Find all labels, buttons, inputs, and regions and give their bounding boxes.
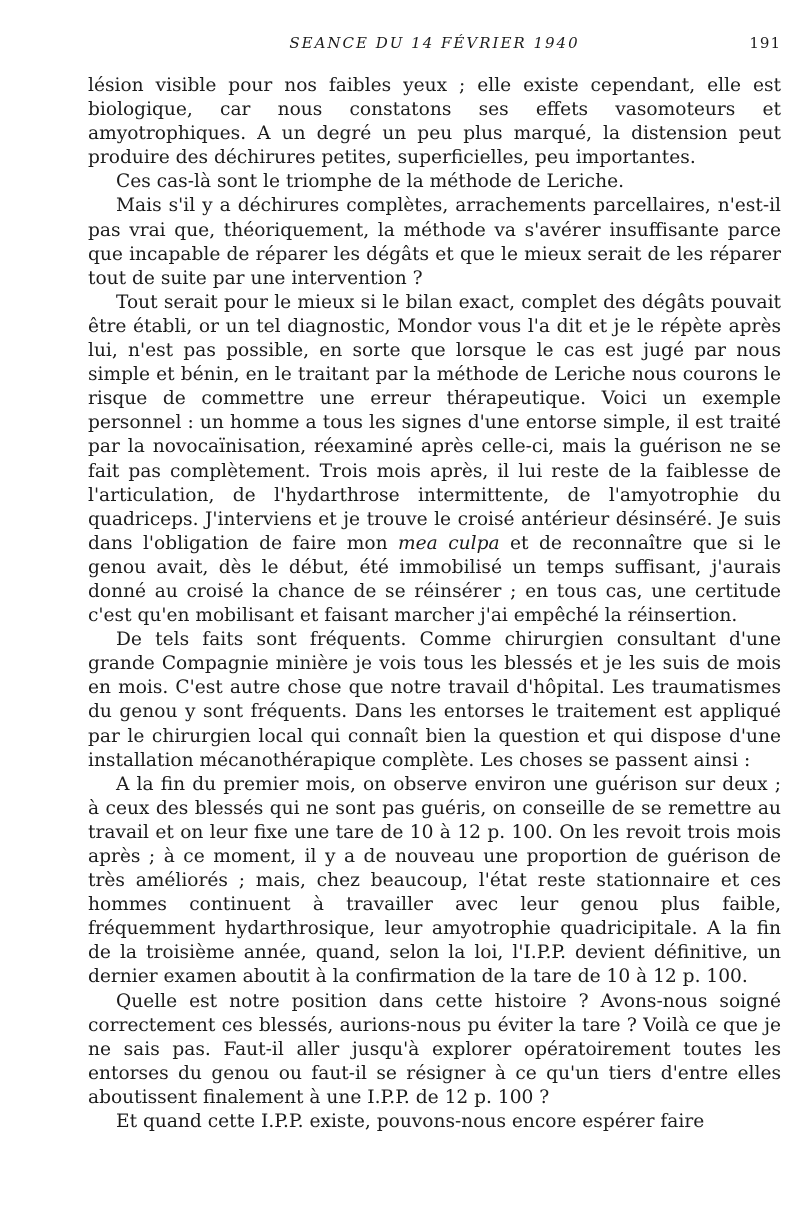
paragraph [88,291,781,628]
paragraph: lésion visible pour nos faibles yeux ; elle existe cependant, elle est biologique, car nous constatons ses effets vasomoteurs et amyotrophiques. A un degré un peu plus marqué, la distension peut produire des déchirures petites, superficielles, peu importantes. [88,75,781,169]
paragraph: Ces cas-là sont le triomphe de la méthode de Leriche. [116,171,624,193]
paragraph: Et quand cette I.P.P. existe, pouvons-nous encore espérer faire [116,1111,705,1133]
paragraph-text: Tout serait pour le mieux si le bilan exact, complet des dégâts pouvait être établi, or un tel diagnostic, Mondor vous l'a dit et je le répète après lui, n'est pas possible, en sorte que lorsque le cas est jugé par nous simple et bénin, en le traitant par la méthode de Leriche nous courons le risque de commettre une erreur thérapeutique. Voici un exemple personnel : un homme a tous les signes d'une entorse simple, il est traité par la novocaïnisation, réexaminé après celle-ci, mais la guérison ne se fait pas complètement. Trois mois après, il lui reste de la faiblesse de l'articulation, de l'hydarthrose intermittente, de l'amyotrophie du quadriceps. J'interviens et je trouve le croisé antérieur désinséré. Je suis dans l'obligation de faire mon [88,291,781,554]
body-text [88,74,781,1134]
paragraph: Quelle est notre position dans cette histoire ? Avons-nous soigné correctement ces blessés, aurions-nous pu éviter la tare ? Voilà ce que je ne sais pas. Faut-il aller jusqu'à explorer opératoirement toutes les entorses du genou ou faut-il se résigner à ce qu'un tiers d'entre elles aboutissent finalement à une I.P.P. de 12 p. 100 ? [88,990,781,1108]
emphasis-text: mea culpa [398,532,500,554]
running-header [88,34,781,58]
paragraph: De tels faits sont fréquents. Comme chirurgien consultant d'une grande Compagnie minière je vois tous les blessés et je les suis de mois en mois. C'est autre chose que notre travail d'hôpital. Les traumatismes du genou y sont fréquents. Dans les entorses le traitement est appliqué par le chirurgien local qui connaît bien la question et qui dispose d'une installation mécanothérapique complète. Les choses se passent ainsi : [88,629,781,771]
paragraph: A la fin du premier mois, on observe environ une guérison sur deux ; à ceux des blessés qui ne sont pas guéris, on conseille de se remettre au travail et on leur fixe une tare de 10 à 12 p. 100. On les revoit trois mois après ; à ce moment, il y a de nouveau une proportion de guérison de très améliorés ; mais, chez beaucoup, l'état reste stationnaire et ces hommes continuent à travailler avec leur genou plus faible, fréquemment hydarthrosique, leur amyotrophie quadricipitale. A la fin de la troisième année, quand, selon la loi, l'I.P.P. devient définitive, un dernier examen aboutit à la confirmation de la tare de 10 à 12 p. 100. [88,773,781,988]
running-title: SEANCE DU 14 FÉVRIER 1940 [289,34,580,52]
page-number: 191 [749,34,781,52]
paragraph: Mais s'il y a déchirures complètes, arrachements parcellaires, n'est-il pas vrai que, théoriquement, la méthode va s'avérer insuffisante parce que incapable de réparer les dégâts et que le mieux serait de les réparer tout de suite par une intervention ? [88,195,781,289]
paragraph-text: et de reconnaître que si le genou avait, dès le début, été immobilisé un temps suffisant, j'aurais donné au croisé la chance de se réinsérer ; en tous cas, une certitude c'est qu'en mobilisant et faisant marcher j'ai empêché la réinsertion. [88,532,781,627]
